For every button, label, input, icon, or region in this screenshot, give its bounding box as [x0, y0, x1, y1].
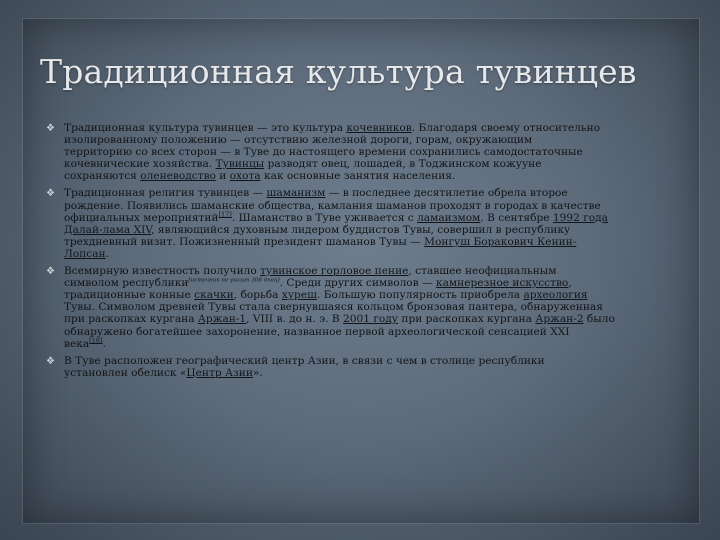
text: , VIII в. до н. э. В: [246, 313, 344, 326]
text-line: территорию со всех сторон — в Туве до настоящего времени сохранились самодостаточные: [64, 146, 583, 159]
reference-18[interactable]: [18]: [89, 336, 103, 345]
text-line: [64, 338, 686, 350]
text: , ставшее неофициальным: [408, 265, 557, 278]
link-lamaism[interactable]: ламаизмом: [417, 211, 481, 224]
text-line: [64, 367, 686, 379]
text: традиционные конные: [64, 289, 195, 302]
link-shamanism[interactable]: шаманизм: [266, 187, 326, 200]
text: символом республики: [64, 277, 189, 290]
text: — в последнее десятилетие обрела второе: [325, 187, 568, 200]
link-archaeology[interactable]: археология: [523, 289, 588, 302]
text: . Среди других символов —: [279, 277, 436, 290]
text: .: [102, 337, 106, 350]
link-mongush-kenin-lopsan[interactable]: Монгуш Боракович Кенин-: [424, 235, 577, 248]
text: , борьба: [233, 289, 282, 302]
text-line: [64, 248, 686, 260]
bullet-icon: ❖: [46, 123, 55, 134]
text: . Шаманство в Туве уживается с: [231, 211, 418, 224]
text-line: [64, 122, 686, 134]
text-line: [64, 313, 686, 325]
text-line: рождение. Появились шаманские общества, камлания шаманов проходят в городах в качестве: [64, 199, 601, 212]
text-line: обнаружено богатейшее захоронение, названное первой археологической сенсацией XXI: [64, 325, 570, 338]
text: кочевнические хозяйства.: [64, 158, 216, 171]
link-stone-carving[interactable]: камнерезное искусство: [435, 277, 569, 290]
link-arzhan-1[interactable]: Аржан-1: [197, 313, 247, 326]
text-line: [64, 265, 686, 277]
text: . Большую популярность приобрела: [316, 289, 524, 302]
text-line: [64, 158, 686, 170]
text-line: [64, 277, 686, 289]
text: было: [583, 313, 615, 326]
text: века: [64, 337, 90, 350]
text-line: изолированному положению — отсутствию железной дороги, горам, окружающим: [64, 134, 533, 147]
bullet-paragraph-4: [46, 355, 686, 379]
text-line: [64, 212, 686, 224]
text-line: [64, 170, 686, 182]
link-reindeer-herding[interactable]: оленеводство: [140, 170, 216, 183]
link-center-of-asia[interactable]: Центр Азии: [186, 366, 253, 379]
link-lopsan[interactable]: Лопсан: [64, 247, 106, 260]
text-line: [64, 289, 686, 301]
link-arzhan-2[interactable]: Аржан-2: [535, 313, 584, 326]
bullet-icon: ❖: [46, 355, 55, 367]
text: трехдневный визит. Пожизненный президент шаманов Тувы —: [64, 235, 425, 248]
text: Традиционная культура тувинцев — это культура: [64, 122, 347, 134]
link-throat-singing[interactable]: тувинское горловое пение: [260, 265, 409, 278]
citation-needed-note: [источник не указан 308 дней]: [188, 277, 280, 284]
bullet-icon: ❖: [46, 188, 55, 200]
link-horse-racing[interactable]: скачки: [194, 289, 234, 302]
text: , являющийся духовным лидером буддистов Тувы, совершил в республику: [151, 223, 571, 236]
text: при раскопках кургана: [398, 313, 536, 326]
bullet-paragraph-1: [46, 122, 686, 182]
text: . Благодаря своему относительно: [411, 122, 601, 134]
text: разводят овец, лошадей, в Тоджинском кожууне: [264, 158, 542, 171]
slide-title: Традиционная культура тувинцев: [40, 52, 637, 91]
link-nomads[interactable]: кочевников: [346, 122, 412, 134]
text: установлен обелиск «: [64, 366, 187, 379]
reference-17[interactable]: [17]: [218, 210, 232, 219]
link-tuvans[interactable]: Тувинцы: [215, 158, 265, 171]
text-line: [64, 187, 686, 199]
text: ,: [568, 277, 572, 290]
text-line: В Туве расположен географический центр Азии, в связи с чем в столице республики: [64, 354, 545, 367]
text: официальных мероприятий: [64, 211, 219, 224]
text-line: [64, 236, 686, 248]
link-dalai-lama[interactable]: Далай-лама XIV: [64, 223, 152, 236]
text: . В сентябре: [480, 211, 553, 224]
text-line: Тувы. Символом древней Тувы стала свернувшаяся кольцом бронзовая пантера, обнаруженная: [64, 301, 603, 314]
bullet-paragraph-2: [46, 187, 686, 260]
text: ».: [252, 366, 263, 379]
text: при раскопках кургана: [64, 313, 198, 326]
text: .: [105, 247, 109, 260]
link-2001[interactable]: 2001 году: [343, 313, 399, 326]
text: и: [215, 170, 230, 183]
text: Всемирную известность получило: [64, 265, 261, 278]
link-khuresh[interactable]: хуреш: [281, 289, 317, 302]
text: Традиционная религия тувинцев —: [64, 187, 267, 200]
link-hunting[interactable]: охота: [229, 170, 261, 183]
bullet-paragraph-3: [46, 265, 686, 350]
text: сохраняются: [64, 170, 141, 183]
text: как основные занятия населения.: [260, 170, 456, 183]
text-line: [64, 224, 686, 236]
link-1992[interactable]: 1992 года: [552, 211, 608, 224]
bullet-icon: ❖: [46, 266, 55, 278]
slide-content: [46, 122, 686, 384]
